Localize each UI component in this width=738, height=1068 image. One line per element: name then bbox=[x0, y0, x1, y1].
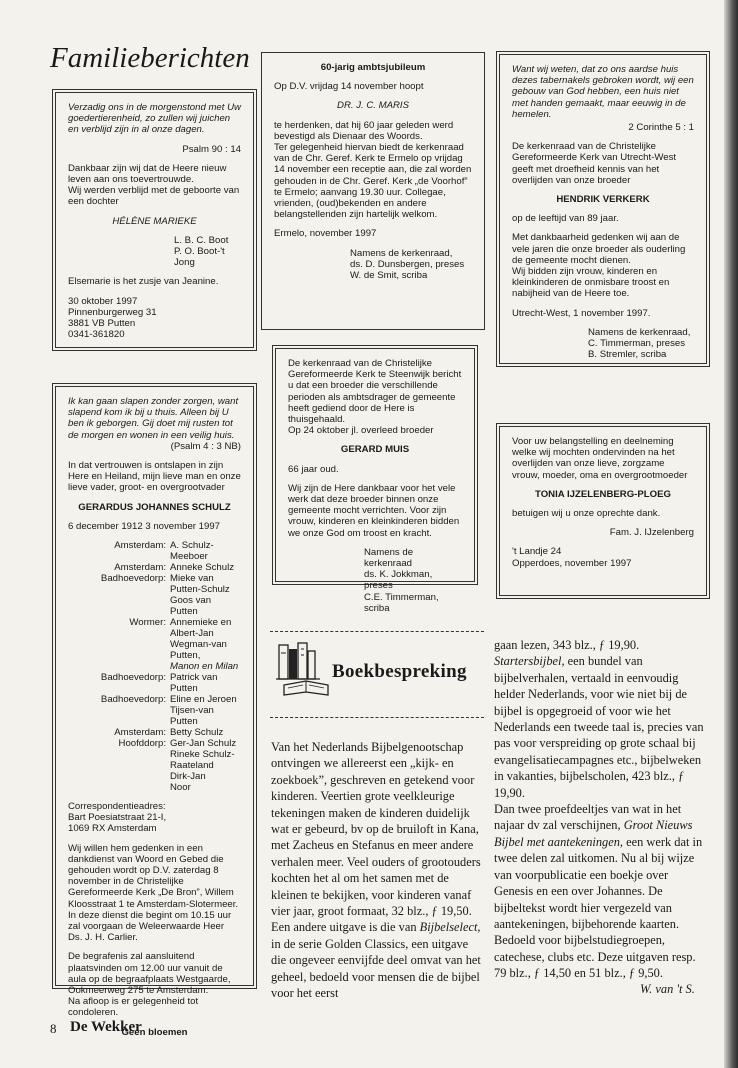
magazine-name: De Wekker bbox=[70, 1019, 142, 1035]
family-names: Goos van Putten bbox=[170, 595, 212, 618]
poem: Ik kan gaan slapen zonder zorgen, want slapend kom ik bij u thuis. Alleen bij U ben ik geborgen. Gij doet mij rusten tot de morgen en wonen in een veilig huis. bbox=[68, 396, 239, 441]
book-title: Startersbijbel, bbox=[494, 654, 565, 669]
divider bbox=[270, 717, 484, 718]
signature: Namens de kerkenraad, bbox=[588, 326, 691, 338]
family-names: Rineke Schulz-Raateland bbox=[170, 749, 235, 772]
verse-reference: 2 Corinthe 5 : 1 bbox=[628, 122, 694, 134]
family-place bbox=[68, 782, 170, 793]
text: Wij zijn de Here dankbaar voor het vele werk dat deze broeder binnen onze gemeente mocht verrichten. Voor zijn vrouw, kinderen en kleinkinderen bidden we onze God om troost en kracht. bbox=[288, 482, 460, 539]
review-author: W. van 't S. bbox=[640, 982, 695, 996]
review-paragraph bbox=[271, 919, 485, 1001]
review-text: een bundel van bijbelverhalen, vertaald in eenvoudig helder Nederlands, voor wie niet bij de bijbel is opgegroeid of voor wie het Nederlands een tweede taal is, precies van pas voor verspreiding op grote schaal bij evangelisatiecampagnes etc., bijbelweken in vakanties, bijbelscholen, 423 blz., ƒ 19,90. bbox=[494, 654, 704, 800]
text: te herdenken, dat hij 60 jaar geleden werd bevestigd als Dienaar des Woords. bbox=[274, 119, 454, 142]
book-title: Bijbelselect, bbox=[419, 920, 481, 935]
person-name: GERARD MUIS bbox=[340, 444, 410, 456]
address: 't Landje 24 bbox=[512, 546, 562, 558]
family-names: Mieke van Putten-Schulz bbox=[170, 573, 230, 596]
announcement-ijzelenberg bbox=[499, 426, 707, 596]
text: Op 24 oktober jl. overleed broeder bbox=[288, 425, 434, 437]
page-title: Familieberichten bbox=[50, 42, 250, 74]
text: Wij bidden zijn vrouw, kinderen en kleinkinderen de onmisbare troost en nabijheid van de Heere toe. bbox=[512, 266, 670, 300]
place-date: Utrecht-West, 1 november 1997. bbox=[512, 307, 651, 319]
address: 3881 VB Putten bbox=[68, 318, 136, 330]
child-name: HÉLÈNE MARIEKE bbox=[112, 215, 197, 227]
review-paragraph bbox=[494, 637, 707, 653]
text: Voor uw belangstelling en deelneming welke wij mochten ondervinden na het overlijden van onze lieve, zorgzame vrouw, moeder, oma en overgrootmoeder bbox=[512, 436, 688, 481]
review-text: een werk dat in twee delen zal uitkomen. Nu al bij wijze van voorpublicatie een boekje over Genesis en een over Johannes. De bijbeltekst wordt hier vergezeld van aantekeningen, bijbehorende kaarten. Bedoeld voor bijbelstudiegroepen, catechese, clubs etc. Deze uitgaven resp. 79 blz., ƒ 14,50 en 51 blz., ƒ 9,50. bbox=[494, 834, 703, 981]
place-date: Opperdoes, november 1997 bbox=[512, 557, 632, 569]
phone: 0341-361820 bbox=[68, 329, 125, 341]
parent-name: L. B. C. Boot bbox=[174, 234, 229, 246]
review-text: Van het Nederlands Bijbelgenootschap ontvingen we allereerst een „kijk- en zoekboek”, geschreven en getekend voor kinderen. Veertien grote veelkleurige tekeningen maken de kinderen duidelijk wat er gebeurd, bv op de bruiloft in Kana, met Zacheus en Stefanus en meer andere verhalen meer. Veel ouders of grootouders kochten het al om het samen met de kleinen te bekijken, voor kinderen vanaf vier jaar, groot formaat, 32 blz., ƒ 19,50. bbox=[271, 740, 481, 919]
review-text: Dan twee proefdeeltjes van wat in het najaar dv zal verschijnen, bbox=[494, 802, 682, 833]
date: 30 oktober 1997 bbox=[68, 295, 138, 307]
announcement-muis bbox=[275, 348, 475, 614]
signature: C. Timmerman, preses bbox=[588, 338, 686, 350]
text: Dankbaar zijn wij dat de Heere nieuw leven aan ons toevertrouwde. bbox=[68, 162, 227, 186]
announcement-verkerk bbox=[499, 54, 707, 364]
text: Ter gelegenheid hiervan biedt de kerkenraad van de Chr. Geref. Kerk te Ermelo op vrijdag 14 november een receptie aan, die zal worden gehouden in de Chr. Geref. Kerk „de Voorhof” te Ermelo; aanvang 19.30 uur. Collegae, vrienden, (oud)bekenden en andere belangstellenden zijn hartelijk welkom. bbox=[274, 142, 472, 221]
address: Pinnenburgerweg 31 bbox=[68, 306, 157, 318]
text: De kerkenraad van de Christelijke Gereformeerde Kerk te Steenwijk bericht u dat een broeder die verschillende perioden als ambtsdrager de gemeente heeft gediend door de Here is thuisgehaald. bbox=[288, 358, 462, 426]
address: 1069 RX Amsterdam bbox=[68, 823, 157, 835]
signature: Fam. J. IJzelenberg bbox=[609, 527, 694, 539]
text: Correspondentieadres: bbox=[68, 801, 166, 813]
person-name: HENDRIK VERKERK bbox=[556, 194, 650, 206]
family-place bbox=[68, 595, 170, 617]
address: Bart Poesiatstraat 21-I, bbox=[68, 812, 167, 824]
text: Wij werden verblijd met de geboorte van een dochter bbox=[68, 185, 240, 208]
family-names: Annemieke en Albert-Jan Wegman-van Putten, bbox=[170, 617, 232, 662]
text: Na afloop is er gelegenheid tot condoleren. bbox=[68, 996, 199, 1019]
family-place: Badhoevedorp: bbox=[100, 573, 166, 585]
bible-verse: Verzadig ons in de morgenstond met Uw goedertierenheid, zo zullen wij juichen en verblijd zijn in al onze dagen. bbox=[68, 102, 241, 136]
book-title: Groot Nieuws Bijbel met aantekeningen, bbox=[494, 818, 693, 849]
family-place bbox=[68, 749, 170, 771]
announcement-jubileum bbox=[261, 52, 485, 330]
family-names: Noor bbox=[170, 782, 191, 794]
family-row bbox=[68, 749, 241, 771]
family-row bbox=[68, 617, 241, 661]
text: Wij willen hem gedenken in een dankdienst van Woord en Gebed die gehouden wordt op D.V. zaterdag 8 november in de Christelijke Gereformeerde Kerk „De Bron”, Willem Kloosstraat 1 te Amsterdam-Slotermeer. In deze dienst die begint om 10.15 uur zal voorgaan de Weleerwaarde Heer Ds. J. H. Carlier. bbox=[68, 842, 239, 944]
signature: ds. K. Jokkman, preses bbox=[364, 569, 433, 592]
text: Met dankbaarheid gedenken wij aan de vele jaren die onze broeder als ouderling de gemeente mocht dienen. bbox=[512, 232, 686, 266]
family-names: Anneke Schulz bbox=[170, 562, 234, 574]
text: Op D.V. vrijdag 14 november hoopt bbox=[274, 81, 424, 93]
announcement-birth bbox=[55, 92, 254, 348]
signature: C.E. Timmerman, scriba bbox=[364, 591, 439, 614]
family-row bbox=[68, 738, 241, 749]
signature: Namens de kerkenraad, bbox=[350, 247, 453, 259]
review-column-1 bbox=[271, 739, 485, 1002]
family-row bbox=[68, 672, 241, 694]
person-name: DR. J. C. MARIS bbox=[337, 100, 409, 112]
family-row bbox=[68, 661, 241, 672]
family-names: A. Schulz-Meeboer bbox=[170, 540, 214, 563]
family-place: Badhoevedorp: bbox=[100, 694, 166, 706]
verse-reference: (Psalm 4 : 3 NB) bbox=[170, 440, 241, 452]
family-place: Amsterdam: bbox=[114, 540, 166, 552]
page-edge-shadow bbox=[724, 0, 738, 1068]
review-title: Boekbespreking bbox=[332, 661, 467, 682]
family-place: Badhoevedorp: bbox=[100, 672, 166, 684]
family-names: Manon en Milan bbox=[170, 661, 239, 673]
family-place bbox=[68, 771, 170, 782]
family-place: Amsterdam: bbox=[114, 727, 166, 739]
signature: ds. D. Dunsbergen, preses bbox=[350, 258, 465, 270]
page-number: 8 bbox=[50, 1021, 57, 1036]
parent-name: P. O. Boot-'t Jong bbox=[174, 246, 225, 269]
family-row bbox=[68, 573, 241, 595]
text: betuigen wij u onze oprechte dank. bbox=[512, 508, 661, 520]
heading: 60-jarig ambtsjubileum bbox=[320, 62, 426, 73]
review-paragraph bbox=[494, 801, 707, 981]
family-list bbox=[68, 540, 241, 793]
review-paragraph bbox=[271, 739, 485, 919]
bible-verse: Want wij weten, dat zo ons aardse huis dezes tabernakels gebroken wordt, wij een gebouw van God hebben, een huis niet met handen gemaakt, maar eeuwig in de hemelen. bbox=[512, 64, 694, 120]
review-column-2 bbox=[494, 637, 707, 982]
divider bbox=[270, 631, 484, 632]
family-names: Patrick van Putten bbox=[170, 672, 218, 695]
family-place: Amsterdam: bbox=[114, 562, 166, 574]
place-date: Ermelo, november 1997 bbox=[274, 228, 377, 240]
review-header bbox=[270, 625, 484, 720]
family-names: Dirk-Jan bbox=[170, 771, 206, 783]
family-place bbox=[68, 661, 170, 672]
text: Elsemarie is het zusje van Jeanine. bbox=[68, 276, 219, 288]
footer-note: Geen bloemen bbox=[121, 1026, 188, 1038]
life-dates: 6 december 1912 3 november 1997 bbox=[68, 520, 221, 532]
review-text: Een andere uitgave is die van bbox=[271, 920, 420, 935]
text: op de leeftijd van 89 jaar. bbox=[512, 213, 619, 225]
family-place: Hoofddorp: bbox=[118, 738, 166, 750]
family-place: Wormer: bbox=[129, 617, 166, 629]
family-row bbox=[68, 595, 241, 617]
text: De kerkenraad van de Christelijke Gereformeerde Kerk van Utrecht-West geeft met droefheid kennis van het overlijden van onze broeder bbox=[512, 141, 677, 186]
person-name: TONIA IJZELENBERG-PLOEG bbox=[535, 488, 671, 500]
text: 66 jaar oud. bbox=[288, 463, 339, 475]
family-row bbox=[68, 540, 241, 562]
verse-reference: Psalm 90 : 14 bbox=[182, 143, 241, 155]
books-icon bbox=[276, 637, 338, 699]
family-row bbox=[68, 562, 241, 573]
signature: W. de Smit, scriba bbox=[350, 270, 428, 282]
text: De begrafenis zal aansluitend plaatsvinden om 12.00 uur vanuit de aula op de begraafplaats Westgaarde, Ookmeerweg 275 te Amsterdam. bbox=[68, 951, 231, 997]
signature: Namens de kerkenraad bbox=[364, 546, 414, 570]
family-row bbox=[68, 694, 241, 727]
family-row bbox=[68, 782, 241, 793]
family-names: Eline en Jeroen Tijsen-van Putten bbox=[170, 694, 237, 728]
text: In dat vertrouwen is ontslapen in zijn Here en Heiland, mijn lieve man en onze lieve vader, groot- en overgrootvader bbox=[68, 460, 241, 494]
family-row bbox=[68, 771, 241, 782]
person-name: GERARDUS JOHANNES SCHULZ bbox=[78, 501, 231, 513]
review-paragraph bbox=[494, 653, 707, 801]
family-names: Ger-Jan Schulz bbox=[170, 738, 237, 750]
family-names: Betty Schulz bbox=[170, 727, 224, 739]
signature: B. Stremler, scriba bbox=[588, 349, 667, 361]
review-text: gaan lezen, 343 blz., ƒ 19,90. bbox=[494, 638, 640, 652]
review-text: in de serie Golden Classics, een uitgave die ongeveer eenvijfde deel omvat van het geheel, bedoeld voor mensen die de bijbel voor het eerst bbox=[271, 936, 481, 1001]
family-row bbox=[68, 727, 241, 738]
